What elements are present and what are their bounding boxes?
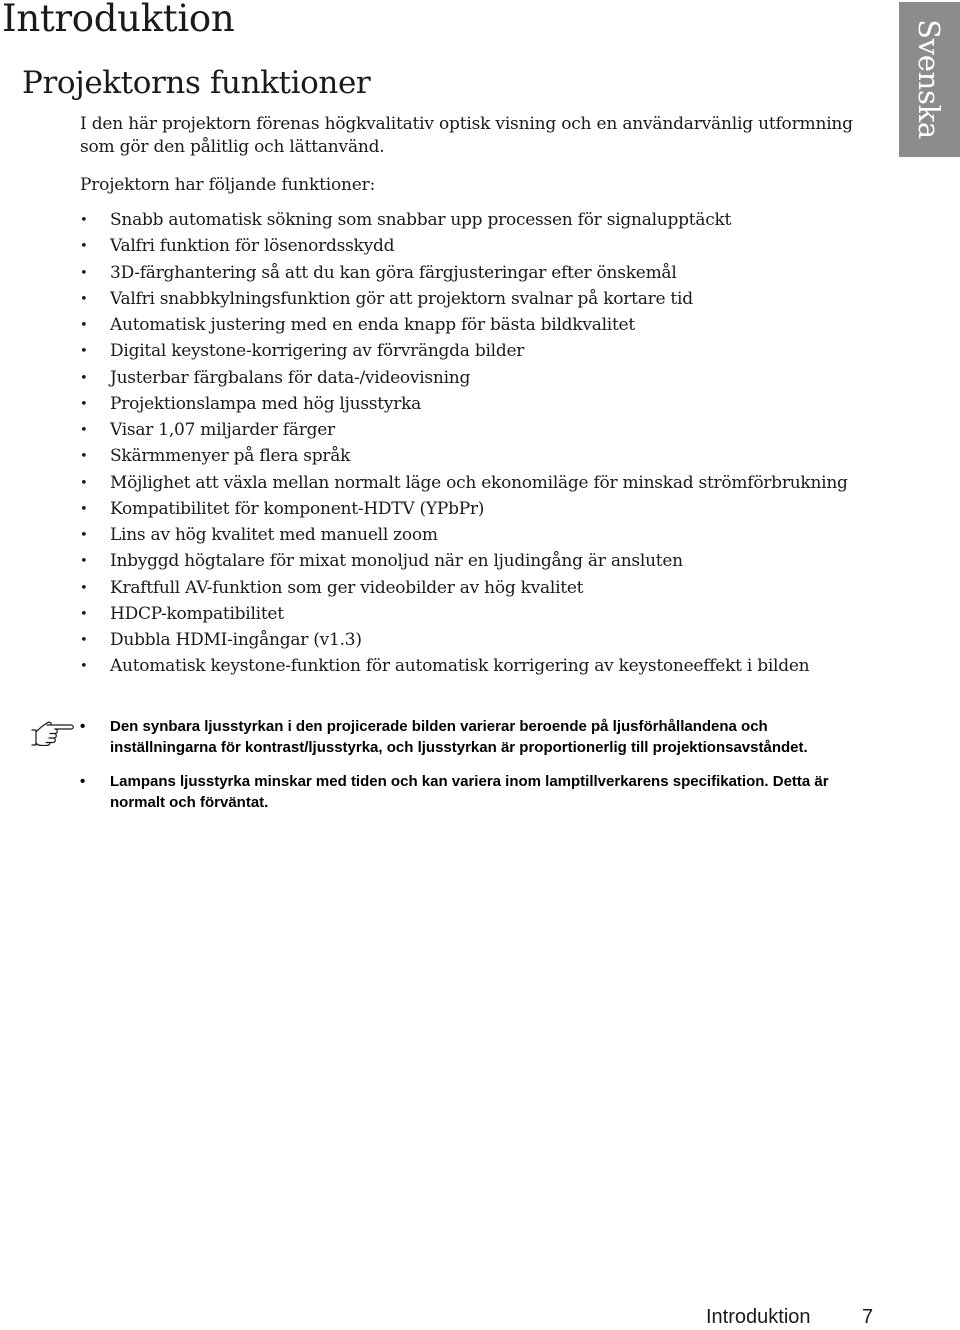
feature-item xyxy=(80,655,880,681)
features-lead: Projektorn har följande funktioner: xyxy=(80,175,376,195)
feature-text: Valfri funktion för lösenordsskydd xyxy=(110,236,395,257)
note-item xyxy=(80,717,870,758)
bullet-icon: • xyxy=(80,213,88,228)
intro-paragraph: I den här projektorn förenas högkvalitativ optisk visning och en användarvänlig utformning som gör den pålitlig och lättanvänd. xyxy=(80,114,853,157)
language-tab xyxy=(899,2,960,157)
bullet-icon: • xyxy=(80,501,88,517)
bullet-icon: • xyxy=(80,580,88,596)
feature-item xyxy=(80,419,880,445)
bullet-icon: • xyxy=(80,773,86,790)
bullet-icon: • xyxy=(80,606,88,622)
chapter-title: Introduktion xyxy=(2,0,235,40)
feature-item xyxy=(80,340,880,366)
feature-item xyxy=(80,629,880,655)
note-text: Lampans ljusstyrka minskar med tiden och kan variera inom lamptillverkarens specifikation. Detta är normalt och förväntat. xyxy=(110,773,829,811)
feature-text: Inbyggd högtalare för mixat monoljud när en ljudingång är ansluten xyxy=(110,551,683,572)
bullet-icon: • xyxy=(80,344,88,360)
feature-text: 3D-färghantering så att du kan göra färgjusteringar efter önskemål xyxy=(110,262,677,283)
feature-item xyxy=(80,314,880,340)
feature-list xyxy=(80,209,880,682)
feature-item xyxy=(80,262,880,288)
pointing-hand-icon xyxy=(29,716,79,746)
bullet-icon: • xyxy=(80,423,88,438)
language-tab-label: Svenska xyxy=(912,19,946,139)
feature-text: HDCP-kompatibilitet xyxy=(110,603,284,624)
feature-text: Snabb automatisk sökning som snabbar upp processen för signalupptäckt xyxy=(110,210,732,230)
bullet-icon: • xyxy=(80,318,88,333)
feature-item xyxy=(80,577,880,603)
feature-item xyxy=(80,498,880,524)
feature-item xyxy=(80,235,880,261)
bullet-icon: • xyxy=(80,633,88,648)
note-list xyxy=(80,717,870,827)
bullet-icon: • xyxy=(80,265,88,281)
bullet-icon: • xyxy=(80,449,88,465)
feature-item xyxy=(80,603,880,629)
feature-text: Möjlighet att växla mellan normalt läge och ekonomiläge för minskad strömförbrukning xyxy=(110,472,848,493)
bullet-icon: • xyxy=(80,370,88,386)
bullet-icon: • xyxy=(80,718,86,735)
note-text: Den synbara ljusstyrkan i den projicerade bilden varierar beroende på ljusförhållandena och inställningarna för kontrast/ljusstyrka, och ljusstyrkan är proportionerlig till projektionsavståndet. xyxy=(110,718,808,756)
feature-text: Justerbar färgbalans för data-/videovisning xyxy=(110,367,471,388)
feature-item xyxy=(80,288,880,314)
bullet-icon: • xyxy=(80,475,88,491)
bullet-icon: • xyxy=(80,291,88,307)
feature-text: Kraftfull AV-funktion som ger videobilder av hög kvalitet xyxy=(110,577,584,598)
section-title: Projektorns funktioner xyxy=(22,65,371,101)
bullet-icon: • xyxy=(80,528,88,543)
feature-text: Visar 1,07 miljarder färger xyxy=(110,420,335,440)
feature-text: Automatisk justering med en enda knapp för bästa bildkvalitet xyxy=(110,315,635,335)
feature-item xyxy=(80,367,880,393)
feature-item xyxy=(80,209,880,235)
page-number: 7 xyxy=(862,1306,874,1328)
bullet-icon: • xyxy=(80,239,88,255)
feature-item xyxy=(80,445,880,471)
feature-item xyxy=(80,472,880,498)
feature-text: Skärmmenyer på flera språk xyxy=(110,446,351,467)
feature-text: Kompatibilitet för komponent-HDTV (YPbPr) xyxy=(110,498,485,519)
feature-text: Automatisk keystone-funktion för automatisk korrigering av keystoneeffekt i bilden xyxy=(110,656,810,677)
feature-text: Projektionslampa med hög ljusstyrka xyxy=(110,393,422,414)
bullet-icon: • xyxy=(80,659,88,675)
bullet-icon: • xyxy=(80,396,88,412)
feature-item xyxy=(80,393,880,419)
feature-item xyxy=(80,550,880,576)
note-item xyxy=(80,772,870,813)
feature-text: Dubbla HDMI-ingångar (v1.3) xyxy=(110,630,362,650)
feature-text: Digital keystone-korrigering av förvrängda bilder xyxy=(110,341,525,362)
feature-text: Valfri snabbkylningsfunktion gör att projektorn svalnar på kortare tid xyxy=(110,288,693,309)
feature-item xyxy=(80,524,880,550)
feature-text: Lins av hög kvalitet med manuell zoom xyxy=(110,525,438,545)
footer-label: Introduktion xyxy=(706,1306,811,1328)
bullet-icon: • xyxy=(80,554,88,570)
